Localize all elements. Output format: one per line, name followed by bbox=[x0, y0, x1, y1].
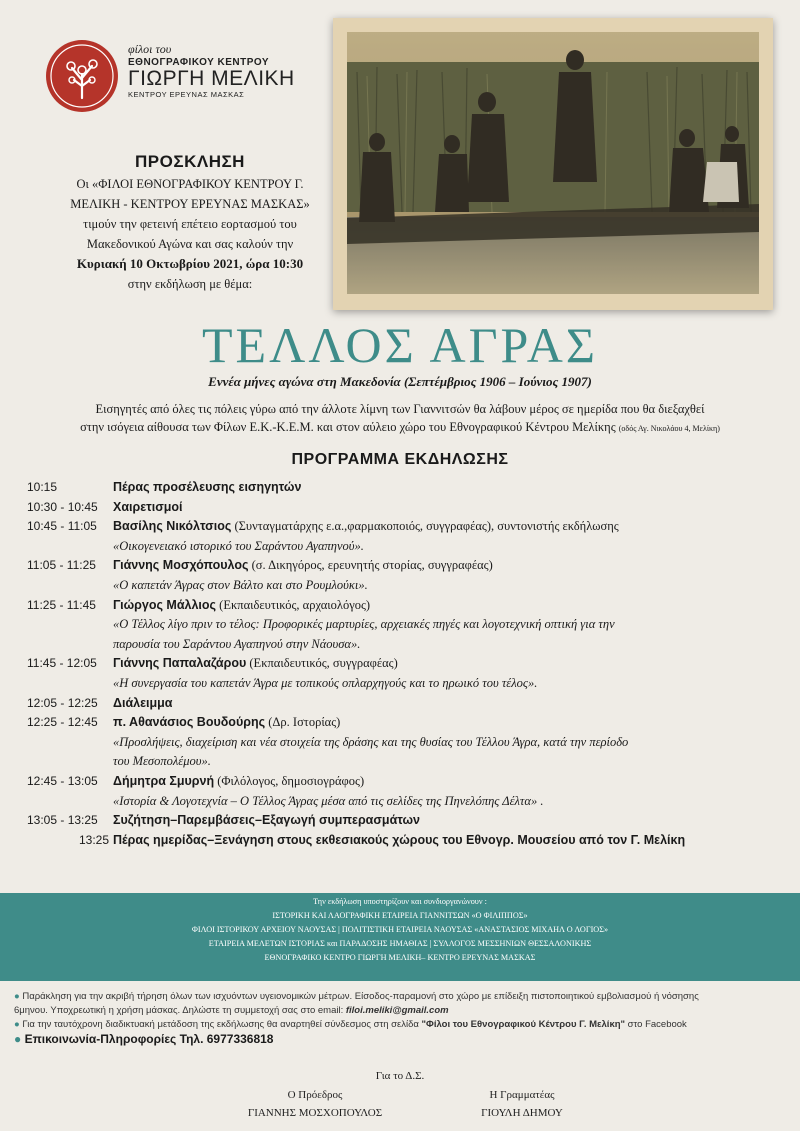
logo-line-3: ΓΙΩΡΓΗ ΜΕΛΙΚΗ bbox=[128, 67, 295, 90]
note-2b: στο Facebook bbox=[625, 1019, 687, 1030]
program-entry bbox=[113, 517, 787, 537]
talk-title: «Προσλήψεις, διαχείριση και νέα στοιχεία της δράσης και της θυσίας του Τέλλου Άγρα, κατά την περίοδο bbox=[113, 734, 629, 749]
program-entry bbox=[113, 694, 787, 714]
program-row bbox=[27, 498, 787, 518]
supporter-line-1: ΙΣΤΟΡΙΚΗ ΚΑΙ ΛΑΟΓΡΑΦΙΚΗ ΕΤΑΙΡΕΙΑ ΓΙΑΝΝΙΤΣΩΝ «Ο ΦΙΛΙΠΠΟΣ» bbox=[272, 911, 528, 920]
talk-title: «Οικογενειακό ιστορικό του Σαράντου Αγαπηνού». bbox=[113, 538, 364, 553]
supporter-line-4: ΕΘΝΟΓΡΑΦΙΚΟ ΚΕΝΤΡΟ ΓΙΩΡΓΗ ΜΕΛΙΚΗ– ΚΕΝΤΡΟ ΕΡΕΥΝΑΣ ΜΑΣΚΑΣ bbox=[264, 953, 536, 962]
note-1b: 6μηνου. Υποχρεωτική η χρήση μάσκας. Δηλώστε τη συμμετοχή σας στο email: bbox=[14, 1005, 346, 1016]
program-time: 11:25 - 11:45 bbox=[27, 597, 96, 612]
bullet-icon: ● bbox=[14, 1019, 20, 1030]
speaker-name: π. Αθανάσιος Βουδούρης bbox=[113, 715, 266, 730]
speaker-name: Διάλειμμα bbox=[113, 695, 173, 710]
program-entry bbox=[113, 831, 787, 851]
historic-photo-frame bbox=[333, 18, 773, 310]
talk-title: «Ιστορία & Λογοτεχνία – Ο Τέλλος Άγρας μέσα από τις σελίδες της Πηνελόπης Δέλτα» . bbox=[113, 793, 544, 808]
bullet-icon: ● bbox=[14, 1032, 22, 1046]
program-row bbox=[27, 556, 787, 595]
speaker-name: Πέρας ημερίδας–Ξενάγηση στους εκθεσιακούς χώρους του Εθνογρ. Μουσείου από τον Γ. Μελίκη bbox=[113, 832, 686, 847]
program-entry bbox=[113, 713, 787, 733]
program-entry bbox=[113, 772, 787, 792]
program-entry bbox=[113, 498, 787, 518]
note-1: Παράκληση για την ακριβή τήρηση όλων των ισχυόντων υγειονομικών μέτρων. Είσοδος-παραμονή στο χώρο με επίδειξη πιστοποιητικού εμβολιασμού ή νόσησης bbox=[22, 991, 699, 1002]
speaker-role: (σ. Δικηγόρος, ερευνητής στορίας, συγγραφέας) bbox=[248, 558, 493, 573]
logo-line-2: ΕΘΝΟΓΡΑΦΙΚΟΥ ΚΕΝΤΡΟΥ bbox=[128, 57, 270, 68]
president-signature bbox=[240, 1086, 390, 1122]
organization-logo bbox=[46, 40, 118, 112]
invitation-line-1: Οι «ΦΙΛΟΙ ΕΘΝΟΓΡΑΦΙΚΟΥ ΚΕΝΤΡΟΥ Γ. bbox=[76, 177, 304, 191]
supporters-heading: Την εκδήλωση υποστηρίζουν και συνδιοργανώνουν : bbox=[313, 897, 487, 906]
note-2: Για την ταυτόχρονη διαδικτυακή μετάδοση της εκδήλωσης θα αναρτηθεί σύνδεσμος στη σελίδα bbox=[22, 1019, 422, 1030]
tree-icon bbox=[46, 40, 118, 112]
secretary-signature bbox=[452, 1086, 592, 1122]
event-title: ΤΕΛΛΟΣ ΑΓΡΑΣ bbox=[202, 317, 598, 373]
program-time: 11:05 - 11:25 bbox=[27, 558, 96, 573]
program-row bbox=[27, 713, 787, 772]
speaker-role: (Συνταγματάρχης ε.α.,φαρμακοποιός, συγγραφέας), συντονιστής εκδήλωσης bbox=[231, 519, 619, 534]
program-row bbox=[27, 772, 787, 811]
speaker-name: Χαιρετισμοί bbox=[113, 499, 183, 514]
program-entry bbox=[113, 654, 787, 674]
talk-title: «Η συνεργασία του καπετάν Άγρα με τοπικούς οπλαρχηγούς και το ηρωικό του τέλος». bbox=[113, 675, 538, 690]
program-time: 12:25 - 12:45 bbox=[27, 715, 98, 730]
president-title: Ο Πρόεδρος bbox=[287, 1089, 343, 1101]
talk-title: του Μεσοπολέμου». bbox=[113, 754, 211, 769]
invitation-line-2: ΜΕΛΙΚΗ - ΚΕΝΤΡΟΥ ΕΡΕΥΝΑΣ ΜΑΣΚΑΣ» bbox=[70, 197, 310, 211]
speaker-name: Γιάννης Μοσχόπουλος bbox=[113, 558, 249, 573]
talk-title: «Ο καπετάν Άγρας στον Βάλτο και στο Ρουμλούκι». bbox=[113, 577, 368, 592]
intro-address: (οδός Αγ. Νικολάου 4, Μελίκη) bbox=[618, 424, 720, 433]
speaker-role: (Δρ. Ιστορίας) bbox=[265, 715, 341, 730]
speaker-name: Βασίλης Νικόλτσιος bbox=[113, 519, 232, 534]
logo-line-4: ΚΕΝΤΡΟΥ ΕΡΕΥΝΑΣ ΜΑΣΚΑΣ bbox=[128, 90, 245, 99]
program-row bbox=[27, 654, 787, 693]
intro-line-1: Εισηγητές από όλες τις πόλεις γύρω από την άλλοτε λίμνη των Γιαννιτσών θα λάβουν μέρος σε ημερίδα που θα διεξαχθεί bbox=[95, 402, 705, 416]
program-row bbox=[27, 831, 787, 851]
organization-name bbox=[128, 42, 328, 99]
logo-line-1: φίλοι του bbox=[128, 42, 172, 56]
program-entry bbox=[113, 478, 787, 498]
secretary-name: ΓΙΟΥΛΗ ΔΗΜΟΥ bbox=[481, 1107, 563, 1119]
supporter-line-3: ΕΤΑΙΡΕΙΑ ΜΕΛΕΤΩΝ ΙΣΤΟΡΙΑΣ και ΠΑΡΑΔΟΣΗΣ ΗΜΑΘΙΑΣ | ΣΥΛΛΟΓΟΣ ΜΕΣΣΗΝΙΩΝ ΘΕΣΣΑΛΟΝΙΚΗΣ bbox=[208, 939, 592, 948]
program-time: 12:45 - 13:05 bbox=[27, 773, 98, 788]
program-entry bbox=[113, 811, 787, 831]
program-time: 13:25 bbox=[78, 832, 109, 847]
notes-block bbox=[14, 990, 786, 1046]
invitation-block bbox=[40, 150, 340, 294]
program-entry bbox=[113, 556, 787, 576]
program-time: 12:05 - 12:25 bbox=[27, 695, 98, 710]
speaker-role: (Εκπαιδευτικός, συγγραφέας) bbox=[246, 656, 398, 671]
program-entry bbox=[113, 596, 787, 616]
speakers-intro bbox=[20, 400, 780, 438]
speaker-name: Γιώργος Μάλλιος bbox=[113, 597, 217, 612]
speaker-name: Δήμητρα Σμυρνή bbox=[113, 773, 215, 788]
program-time: 10:15 bbox=[27, 480, 58, 494]
invitation-line-3: τιμούν την φετεινή επέτειο εορτασμού του bbox=[83, 217, 297, 231]
historic-photo bbox=[347, 32, 759, 294]
program-list bbox=[27, 478, 787, 850]
program-time: 10:45 - 11:05 bbox=[27, 519, 97, 534]
secretary-title: Η Γραμματέας bbox=[489, 1089, 555, 1101]
speaker-role: (Εκπαιδευτικός, αρχαιολόγος) bbox=[216, 597, 371, 612]
facebook-page-name: "Φίλοι του Εθνογραφικού Κέντρου Γ. Μελίκη" bbox=[421, 1019, 626, 1030]
program-time: 11:45 - 12:05 bbox=[27, 656, 97, 671]
program-heading: ΠΡΟΓΡΑΜΜΑ ΕΚΔΗΛΩΣΗΣ bbox=[291, 451, 509, 468]
intro-line-2: στην ισόγεια αίθουσα των Φίλων Ε.Κ.-Κ.Ε.Μ. και στον αύλειο χώρο του Εθνογραφικού Κέντρου Μελίκης bbox=[80, 420, 616, 434]
event-date: Κυριακή 10 Οκτωβρίου 2021, ώρα 10:30 bbox=[76, 256, 304, 271]
program-time: 13:05 - 13:25 bbox=[27, 813, 98, 828]
invitation-line-4: Μακεδονικού Αγώνα και σας καλούν την bbox=[86, 237, 294, 251]
program-row bbox=[27, 478, 787, 498]
program-row bbox=[27, 596, 787, 655]
speaker-name: Συζήτηση–Παρεμβάσεις–Εξαγωγή συμπερασμάτων bbox=[113, 813, 420, 828]
supporters-band bbox=[0, 893, 800, 981]
talk-title: «Ο Τέλλος λίγο πριν το τέλος: Προφορικές μαρτυρίες, αρχειακές πηγές και λογοτεχνική οπτική για την bbox=[113, 617, 615, 632]
speaker-name: Γιάννης Παπαλαζάρου bbox=[113, 656, 247, 671]
program-row bbox=[27, 694, 787, 714]
invitation-title: ΠΡΟΣΚΛΗΣΗ bbox=[135, 152, 245, 171]
bullet-icon: ● bbox=[14, 991, 20, 1002]
president-name: ΓΙΑΝΝΗΣ ΜΟΣΧΟΠΟΥΛΟΣ bbox=[247, 1107, 383, 1119]
email-link[interactable]: filoi.meliki@gmail.com bbox=[345, 1005, 449, 1016]
program-row bbox=[27, 517, 787, 556]
program-time: 10:30 - 10:45 bbox=[27, 499, 98, 514]
event-subtitle: Εννέα μήνες αγώνα στη Μακεδονία (Σεπτέμβριος 1906 – Ιούνιος 1907) bbox=[208, 374, 592, 389]
talk-title: παρουσία του Σαράντου Αγαπηνού στην Νάουσα». bbox=[113, 636, 361, 651]
speaker-role: (Φιλόλογος, δημοσιογράφος) bbox=[214, 773, 365, 788]
program-row bbox=[27, 811, 787, 831]
board-label: Για το Δ.Σ. bbox=[375, 1070, 425, 1082]
speaker-name: Πέρας προσέλευσης εισηγητών bbox=[113, 480, 302, 494]
supporter-line-2: ΦΙΛΟΙ ΙΣΤΟΡΙΚΟΥ ΑΡΧΕΙΟΥ ΝΑΟΥΣΑΣ | ΠΟΛΙΤΙΣΤΙΚΗ ΕΤΑΙΡΕΙΑ ΝΑΟΥΣΑΣ «ΑΝΑΣΤΑΣΙΟΣ ΜΙΧΑΗΛ Ο ΛΟΓΙΟΣ» bbox=[191, 925, 609, 934]
contact-info: Επικοινωνία-Πληροφορίες Τηλ. 6977336818 bbox=[24, 1032, 274, 1046]
invitation-line-5: στην εκδήλωση με θέμα: bbox=[127, 277, 253, 291]
